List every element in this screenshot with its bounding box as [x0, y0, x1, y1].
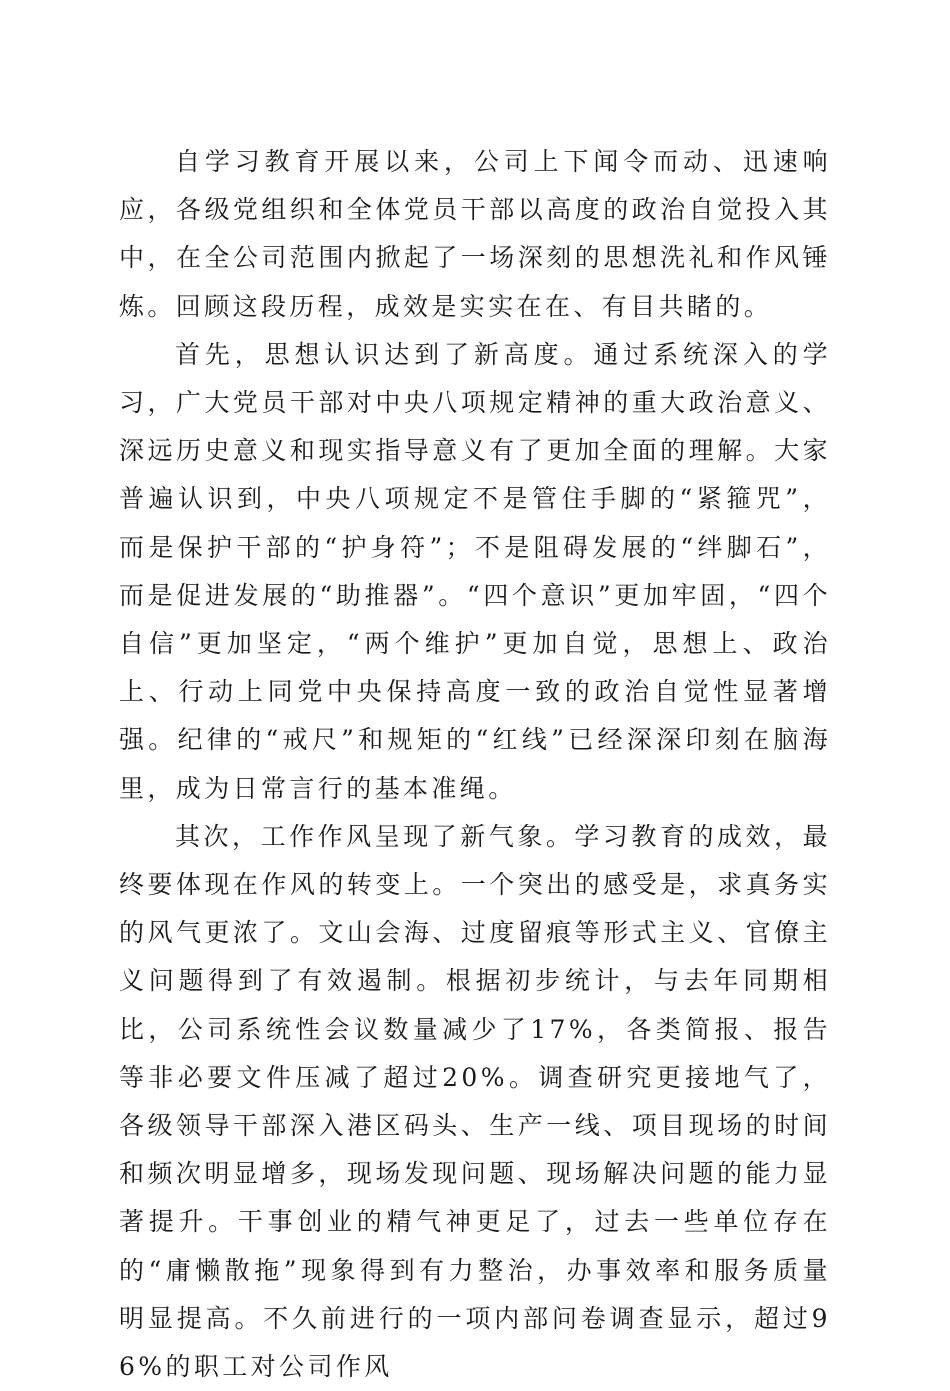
- paragraph-work-style: 其次，工作作风呈现了新气象。学习教育的成效，最终要体现在作风的转变上。一个突出的感受是，求真务实的风气更浓了。文山会海、过度留痕等形式主义、官僚主义问题得到了有效遏制。根据初步统计，与去年同期相比，公司系统性会议数量减少了17%，各类简报、报告等非必要文件压减了超过20%。调查研究更接地气了，各级领导干部深入港区码头、生产一线、项目现场的时间和频次明显增多，现场发现问题、现场解决问题的能力显著提升。干事创业的精气神更足了，过去一些单位存在的“庸懒散拖”现象得到有力整治，办事效率和服务质量明显提高。不久前进行的一项内部问卷调查显示，超过96%的职工对公司作风: [119, 821, 831, 1382]
- paragraph-intro: 自学习教育开展以来，公司上下闻令而动、迅速响应，各级党组织和全体党员干部以高度的政治自觉投入其中，在全公司范围内掀起了一场深刻的思想洗礼和作风锤炼。回顾这段历程，成效是实实在在、有目共睹的。: [119, 147, 831, 321]
- paragraph-ideological-awareness: 首先，思想认识达到了新高度。通过系统深入的学习，广大党员干部对中央八项规定精神的重大政治意义、深远历史意义和现实指导意义有了更加全面的理解。大家普遍认识到，中央八项规定不是管住手脚的“紧箍咒”，而是保护干部的“护身符”；不是阻碍发展的“绊脚石”，而是促进发展的“助推器”。“四个意识”更加牢固，“四个自信”更加坚定，“两个维护”更加自觉，思想上、政治上、行动上同党中央保持高度一致的政治自觉性显著增强。纪律的“戒尺”和规矩的“红线”已经深深印刻在脑海里，成为日常言行的基本准绳。: [119, 339, 831, 803]
- body-text: [119, 138, 831, 1391]
